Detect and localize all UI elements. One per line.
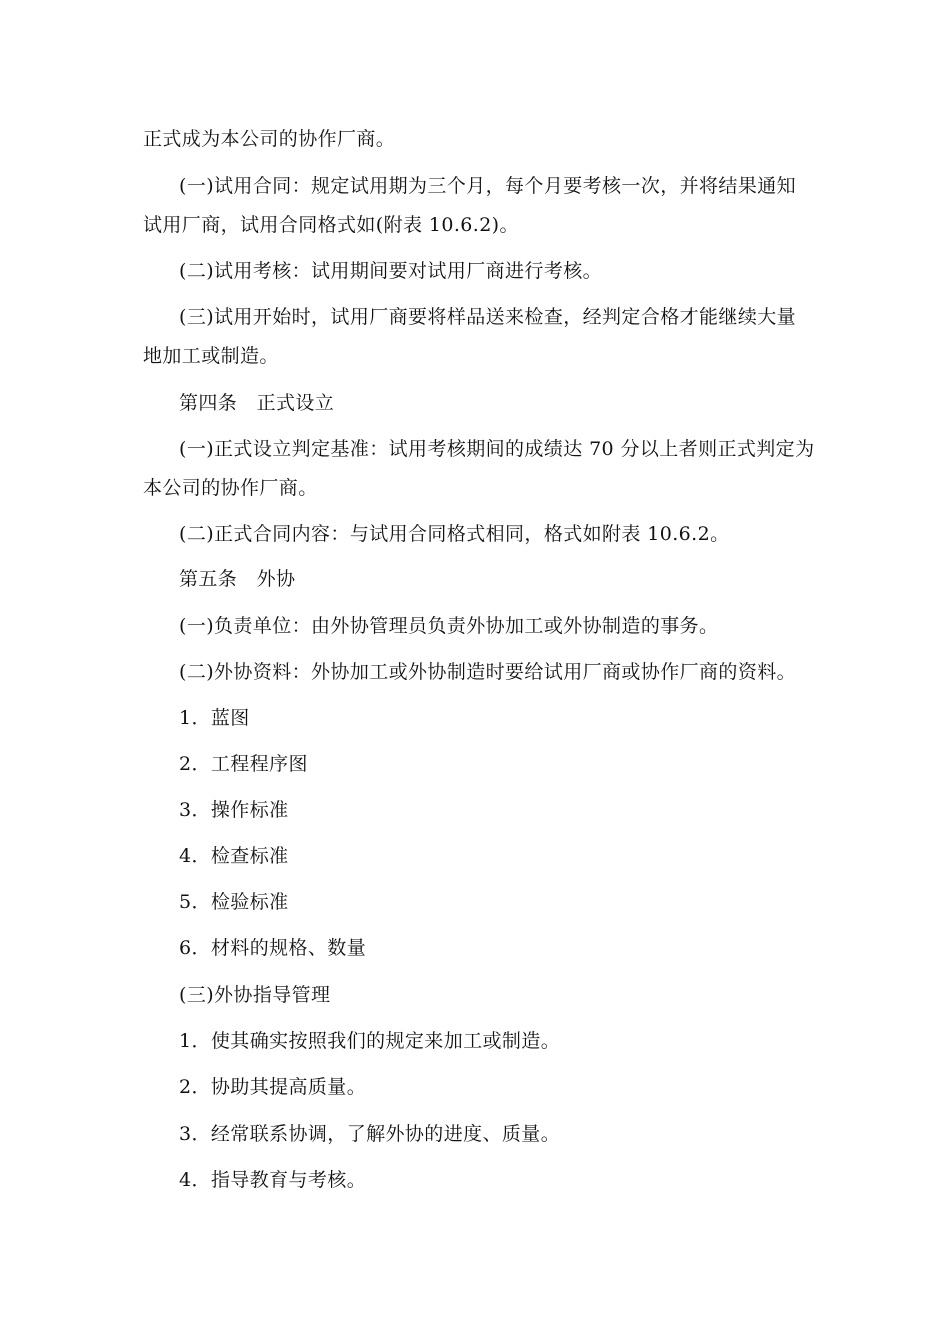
- paragraph-line: 正式成为本公司的协作厂商。: [143, 128, 396, 150]
- paragraph-line: (二)外协资料：外协加工或外协制造时要给试用厂商或协作厂商的资料。: [179, 661, 797, 683]
- list-item: 3．操作标准: [179, 799, 289, 821]
- list-item: 5．检验标准: [179, 891, 289, 913]
- list-item: 6．材料的规格、数量: [179, 937, 367, 959]
- paragraph-line: (二)试用考核：试用期间要对试用厂商进行考核。: [179, 260, 603, 282]
- paragraph-line: 试用厂商，试用合同格式如(附表 10.6.2)。: [143, 214, 519, 236]
- list-item: 4．检查标准: [179, 845, 289, 867]
- paragraph-line: (三)试用开始时，试用厂商要将样品送来检查，经判定合格才能继续大量: [179, 306, 797, 328]
- paragraph-line: (二)正式合同内容：与试用合同格式相同，格式如附表 10.6.2。: [179, 523, 730, 545]
- list-item: 2．工程程序图: [179, 753, 308, 775]
- list-item: 3．经常联系协调，了解外协的进度、质量。: [179, 1123, 561, 1145]
- section-heading: 第五条 外协: [179, 568, 296, 590]
- list-item: 1．蓝图: [179, 707, 250, 729]
- list-item: 1．使其确实按照我们的规定来加工或制造。: [179, 1030, 561, 1052]
- section-heading: 第四条 正式设立: [179, 392, 335, 414]
- list-item: 4．指导教育与考核。: [179, 1169, 367, 1191]
- list-item: 2．协助其提高质量。: [179, 1076, 367, 1098]
- paragraph-line: 本公司的协作厂商。: [143, 477, 318, 499]
- paragraph-line: (一)试用合同：规定试用期为三个月，每个月要考核一次，并将结果通知: [179, 175, 797, 197]
- paragraph-line: 地加工或制造。: [143, 345, 279, 367]
- paragraph-line: (一)负责单位：由外协管理员负责外协加工或外协制造的事务。: [179, 615, 719, 637]
- paragraph-line: (三)外协指导管理: [179, 984, 331, 1006]
- paragraph-line: (一)正式设立判定基准：试用考核期间的成绩达 70 分以上者则正式判定为: [179, 438, 815, 460]
